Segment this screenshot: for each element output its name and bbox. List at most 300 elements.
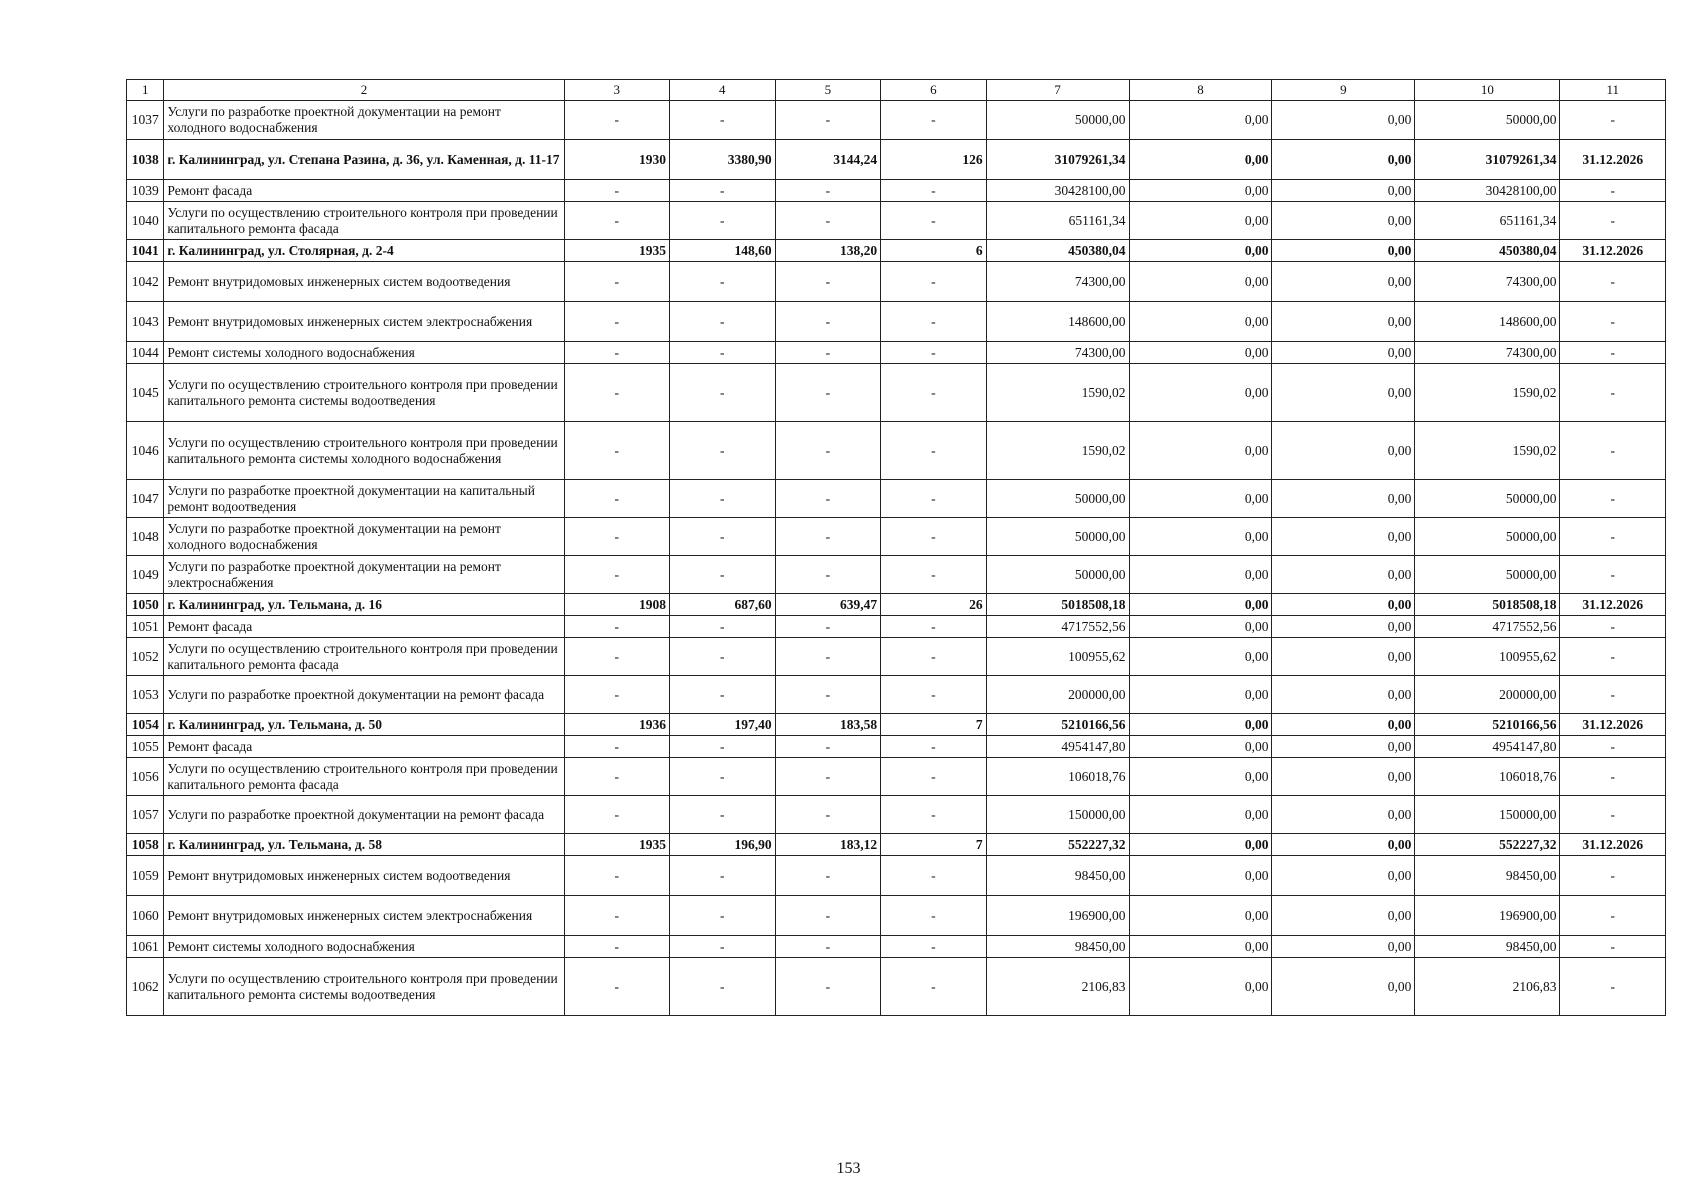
- total-area-cell: -: [670, 896, 776, 936]
- fund-cost-cell: 0,00: [1129, 518, 1272, 556]
- col-header-7: 7: [986, 80, 1129, 101]
- total-area-cell: -: [670, 180, 776, 202]
- work-name-cell: Услуги по осуществлению строительного контроля при проведении капитального ремонта фасада: [164, 758, 564, 796]
- living-area-cell: -: [775, 556, 881, 594]
- work-name-cell: Ремонт фасада: [164, 736, 564, 758]
- living-area-cell: -: [775, 958, 881, 1016]
- residents-cell: -: [881, 638, 987, 676]
- row-number-cell: 1045: [127, 364, 164, 422]
- budget-cost-cell: 0,00: [1272, 480, 1415, 518]
- living-area-cell: -: [775, 302, 881, 342]
- page-number: 153: [836, 1160, 861, 1177]
- build-year-cell: -: [564, 262, 670, 302]
- total-area-cell: -: [670, 480, 776, 518]
- col-header-2: 2: [164, 80, 564, 101]
- total-area-cell: -: [670, 758, 776, 796]
- total-area-cell: 687,60: [670, 594, 776, 616]
- total-area-cell: 197,40: [670, 714, 776, 736]
- total-cost-cell: 50000,00: [986, 556, 1129, 594]
- total-area-cell: -: [670, 638, 776, 676]
- budget-cost-cell: 0,00: [1272, 736, 1415, 758]
- living-area-cell: -: [775, 638, 881, 676]
- row-number-cell: 1056: [127, 758, 164, 796]
- living-area-cell: 3144,24: [775, 140, 881, 180]
- work-name-cell: Услуги по осуществлению строительного контроля при проведении капитального ремонта системы водоотведения: [164, 364, 564, 422]
- owners-cost-cell: 5018508,18: [1415, 594, 1560, 616]
- deadline-cell: -: [1560, 936, 1666, 958]
- table-row: [127, 480, 1666, 518]
- table-row: [127, 758, 1666, 796]
- residents-cell: -: [881, 856, 987, 896]
- build-year-cell: -: [564, 936, 670, 958]
- owners-cost-cell: 552227,32: [1415, 834, 1560, 856]
- build-year-cell: -: [564, 676, 670, 714]
- living-area-cell: -: [775, 736, 881, 758]
- total-cost-cell: 5210166,56: [986, 714, 1129, 736]
- owners-cost-cell: 30428100,00: [1415, 180, 1560, 202]
- row-number-cell: 1046: [127, 422, 164, 480]
- row-number-cell: 1037: [127, 101, 164, 140]
- budget-cost-cell: 0,00: [1272, 422, 1415, 480]
- deadline-cell: -: [1560, 342, 1666, 364]
- table-row: [127, 736, 1666, 758]
- fund-cost-cell: 0,00: [1129, 202, 1272, 240]
- owners-cost-cell: 148600,00: [1415, 302, 1560, 342]
- residents-cell: -: [881, 796, 987, 834]
- work-name-cell: Услуги по осуществлению строительного контроля при проведении капитального ремонта фасада: [164, 202, 564, 240]
- living-area-cell: 639,47: [775, 594, 881, 616]
- deadline-cell: -: [1560, 518, 1666, 556]
- table-row: [127, 364, 1666, 422]
- deadline-cell: -: [1560, 101, 1666, 140]
- owners-cost-cell: 150000,00: [1415, 796, 1560, 834]
- build-year-cell: -: [564, 736, 670, 758]
- total-cost-cell: 4954147,80: [986, 736, 1129, 758]
- owners-cost-cell: 50000,00: [1415, 518, 1560, 556]
- owners-cost-cell: 98450,00: [1415, 936, 1560, 958]
- work-name-cell: г. Калининград, ул. Столярная, д. 2-4: [164, 240, 564, 262]
- total-cost-cell: 4717552,56: [986, 616, 1129, 638]
- fund-cost-cell: 0,00: [1129, 714, 1272, 736]
- budget-cost-cell: 0,00: [1272, 896, 1415, 936]
- work-name-cell: Ремонт системы холодного водоснабжения: [164, 342, 564, 364]
- work-name-cell: Ремонт системы холодного водоснабжения: [164, 936, 564, 958]
- row-number-cell: 1038: [127, 140, 164, 180]
- residents-cell: -: [881, 896, 987, 936]
- owners-cost-cell: 1590,02: [1415, 422, 1560, 480]
- owners-cost-cell: 651161,34: [1415, 202, 1560, 240]
- work-name-cell: Ремонт фасада: [164, 616, 564, 638]
- living-area-cell: -: [775, 480, 881, 518]
- total-cost-cell: 651161,34: [986, 202, 1129, 240]
- residents-cell: 6: [881, 240, 987, 262]
- owners-cost-cell: 196900,00: [1415, 896, 1560, 936]
- col-header-10: 10: [1415, 80, 1560, 101]
- table-row: [127, 834, 1666, 856]
- residents-cell: -: [881, 518, 987, 556]
- owners-cost-cell: 5210166,56: [1415, 714, 1560, 736]
- total-area-cell: -: [670, 262, 776, 302]
- fund-cost-cell: 0,00: [1129, 262, 1272, 302]
- build-year-cell: -: [564, 518, 670, 556]
- table-row: [127, 714, 1666, 736]
- col-header-3: 3: [564, 80, 670, 101]
- total-area-cell: -: [670, 101, 776, 140]
- build-year-cell: -: [564, 480, 670, 518]
- column-number-row: [127, 80, 1666, 101]
- budget-cost-cell: 0,00: [1272, 796, 1415, 834]
- work-name-cell: Ремонт внутридомовых инженерных систем электроснабжения: [164, 896, 564, 936]
- fund-cost-cell: 0,00: [1129, 638, 1272, 676]
- total-cost-cell: 5018508,18: [986, 594, 1129, 616]
- build-year-cell: -: [564, 856, 670, 896]
- fund-cost-cell: 0,00: [1129, 736, 1272, 758]
- total-cost-cell: 30428100,00: [986, 180, 1129, 202]
- table-row: [127, 180, 1666, 202]
- owners-cost-cell: 4717552,56: [1415, 616, 1560, 638]
- deadline-cell: 31.12.2026: [1560, 714, 1666, 736]
- residents-cell: -: [881, 101, 987, 140]
- work-name-cell: Ремонт внутридомовых инженерных систем электроснабжения: [164, 302, 564, 342]
- table-row: [127, 594, 1666, 616]
- total-area-cell: -: [670, 616, 776, 638]
- residents-cell: 7: [881, 834, 987, 856]
- total-area-cell: -: [670, 736, 776, 758]
- total-cost-cell: 74300,00: [986, 262, 1129, 302]
- row-number-cell: 1051: [127, 616, 164, 638]
- deadline-cell: 31.12.2026: [1560, 834, 1666, 856]
- works-table: [126, 79, 1666, 1016]
- total-area-cell: -: [670, 676, 776, 714]
- fund-cost-cell: 0,00: [1129, 676, 1272, 714]
- living-area-cell: -: [775, 856, 881, 896]
- build-year-cell: -: [564, 616, 670, 638]
- residents-cell: 26: [881, 594, 987, 616]
- total-cost-cell: 150000,00: [986, 796, 1129, 834]
- deadline-cell: 31.12.2026: [1560, 594, 1666, 616]
- living-area-cell: -: [775, 342, 881, 364]
- total-area-cell: -: [670, 422, 776, 480]
- table-row: [127, 422, 1666, 480]
- total-cost-cell: 450380,04: [986, 240, 1129, 262]
- build-year-cell: -: [564, 638, 670, 676]
- work-name-cell: г. Калининград, ул. Степана Разина, д. 36, ул. Каменная, д. 11-17: [164, 140, 564, 180]
- living-area-cell: 183,12: [775, 834, 881, 856]
- residents-cell: -: [881, 676, 987, 714]
- build-year-cell: 1930: [564, 140, 670, 180]
- deadline-cell: -: [1560, 758, 1666, 796]
- build-year-cell: -: [564, 302, 670, 342]
- owners-cost-cell: 200000,00: [1415, 676, 1560, 714]
- deadline-cell: -: [1560, 202, 1666, 240]
- budget-cost-cell: 0,00: [1272, 262, 1415, 302]
- residents-cell: -: [881, 364, 987, 422]
- fund-cost-cell: 0,00: [1129, 958, 1272, 1016]
- table-row: [127, 202, 1666, 240]
- budget-cost-cell: 0,00: [1272, 714, 1415, 736]
- work-name-cell: г. Калининград, ул. Тельмана, д. 50: [164, 714, 564, 736]
- total-area-cell: -: [670, 202, 776, 240]
- table-row: [127, 936, 1666, 958]
- deadline-cell: -: [1560, 616, 1666, 638]
- fund-cost-cell: 0,00: [1129, 856, 1272, 896]
- total-cost-cell: 200000,00: [986, 676, 1129, 714]
- build-year-cell: -: [564, 101, 670, 140]
- row-number-cell: 1043: [127, 302, 164, 342]
- work-name-cell: Услуги по осуществлению строительного контроля при проведении капитального ремонта системы холодного водоснабжения: [164, 422, 564, 480]
- table-row: [127, 101, 1666, 140]
- residents-cell: -: [881, 480, 987, 518]
- table-row: [127, 518, 1666, 556]
- residents-cell: -: [881, 616, 987, 638]
- budget-cost-cell: 0,00: [1272, 364, 1415, 422]
- fund-cost-cell: 0,00: [1129, 556, 1272, 594]
- col-header-4: 4: [670, 80, 776, 101]
- work-name-cell: Услуги по разработке проектной документации на ремонт холодного водоснабжения: [164, 518, 564, 556]
- deadline-cell: -: [1560, 638, 1666, 676]
- living-area-cell: -: [775, 180, 881, 202]
- residents-cell: -: [881, 342, 987, 364]
- fund-cost-cell: 0,00: [1129, 364, 1272, 422]
- table-row: [127, 796, 1666, 834]
- budget-cost-cell: 0,00: [1272, 856, 1415, 896]
- fund-cost-cell: 0,00: [1129, 936, 1272, 958]
- table-body: [127, 101, 1666, 1016]
- row-number-cell: 1047: [127, 480, 164, 518]
- total-area-cell: -: [670, 302, 776, 342]
- deadline-cell: -: [1560, 364, 1666, 422]
- owners-cost-cell: 50000,00: [1415, 480, 1560, 518]
- work-name-cell: г. Калининград, ул. Тельмана, д. 58: [164, 834, 564, 856]
- fund-cost-cell: 0,00: [1129, 422, 1272, 480]
- build-year-cell: -: [564, 556, 670, 594]
- table-row: [127, 240, 1666, 262]
- owners-cost-cell: 4954147,80: [1415, 736, 1560, 758]
- total-cost-cell: 196900,00: [986, 896, 1129, 936]
- living-area-cell: -: [775, 101, 881, 140]
- table-row: [127, 302, 1666, 342]
- build-year-cell: -: [564, 958, 670, 1016]
- row-number-cell: 1060: [127, 896, 164, 936]
- owners-cost-cell: 100955,62: [1415, 638, 1560, 676]
- row-number-cell: 1053: [127, 676, 164, 714]
- row-number-cell: 1040: [127, 202, 164, 240]
- row-number-cell: 1052: [127, 638, 164, 676]
- fund-cost-cell: 0,00: [1129, 758, 1272, 796]
- work-name-cell: Ремонт внутридомовых инженерных систем водоотведения: [164, 856, 564, 896]
- row-number-cell: 1059: [127, 856, 164, 896]
- total-cost-cell: 106018,76: [986, 758, 1129, 796]
- deadline-cell: -: [1560, 556, 1666, 594]
- table-row: [127, 676, 1666, 714]
- work-name-cell: Услуги по разработке проектной документации на ремонт электроснабжения: [164, 556, 564, 594]
- owners-cost-cell: 106018,76: [1415, 758, 1560, 796]
- total-cost-cell: 50000,00: [986, 518, 1129, 556]
- fund-cost-cell: 0,00: [1129, 342, 1272, 364]
- row-number-cell: 1044: [127, 342, 164, 364]
- table-row: [127, 556, 1666, 594]
- row-number-cell: 1057: [127, 796, 164, 834]
- budget-cost-cell: 0,00: [1272, 342, 1415, 364]
- residents-cell: -: [881, 202, 987, 240]
- budget-cost-cell: 0,00: [1272, 616, 1415, 638]
- col-header-9: 9: [1272, 80, 1415, 101]
- deadline-cell: -: [1560, 896, 1666, 936]
- living-area-cell: -: [775, 518, 881, 556]
- living-area-cell: -: [775, 616, 881, 638]
- total-area-cell: -: [670, 936, 776, 958]
- build-year-cell: 1936: [564, 714, 670, 736]
- residents-cell: -: [881, 736, 987, 758]
- total-cost-cell: 74300,00: [986, 342, 1129, 364]
- fund-cost-cell: 0,00: [1129, 834, 1272, 856]
- row-number-cell: 1049: [127, 556, 164, 594]
- col-header-1: 1: [127, 80, 164, 101]
- deadline-cell: -: [1560, 302, 1666, 342]
- residents-cell: 7: [881, 714, 987, 736]
- budget-cost-cell: 0,00: [1272, 556, 1415, 594]
- col-header-6: 6: [881, 80, 987, 101]
- fund-cost-cell: 0,00: [1129, 480, 1272, 518]
- total-cost-cell: 100955,62: [986, 638, 1129, 676]
- total-cost-cell: 98450,00: [986, 936, 1129, 958]
- work-name-cell: Услуги по осуществлению строительного контроля при проведении капитального ремонта системы водоотведения: [164, 958, 564, 1016]
- col-header-11: 11: [1560, 80, 1666, 101]
- residents-cell: -: [881, 556, 987, 594]
- build-year-cell: 1935: [564, 834, 670, 856]
- build-year-cell: -: [564, 342, 670, 364]
- table-row: [127, 616, 1666, 638]
- row-number-cell: 1048: [127, 518, 164, 556]
- row-number-cell: 1041: [127, 240, 164, 262]
- work-name-cell: Услуги по разработке проектной документации на капитальный ремонт водоотведения: [164, 480, 564, 518]
- living-area-cell: -: [775, 936, 881, 958]
- owners-cost-cell: 74300,00: [1415, 342, 1560, 364]
- budget-cost-cell: 0,00: [1272, 638, 1415, 676]
- build-year-cell: -: [564, 796, 670, 834]
- living-area-cell: -: [775, 422, 881, 480]
- fund-cost-cell: 0,00: [1129, 180, 1272, 202]
- build-year-cell: -: [564, 180, 670, 202]
- residents-cell: -: [881, 180, 987, 202]
- build-year-cell: -: [564, 202, 670, 240]
- budget-cost-cell: 0,00: [1272, 936, 1415, 958]
- table-row: [127, 958, 1666, 1016]
- fund-cost-cell: 0,00: [1129, 796, 1272, 834]
- table-row: [127, 342, 1666, 364]
- budget-cost-cell: 0,00: [1272, 302, 1415, 342]
- work-name-cell: Услуги по осуществлению строительного контроля при проведении капитального ремонта фасада: [164, 638, 564, 676]
- fund-cost-cell: 0,00: [1129, 140, 1272, 180]
- fund-cost-cell: 0,00: [1129, 616, 1272, 638]
- total-cost-cell: 50000,00: [986, 101, 1129, 140]
- total-cost-cell: 98450,00: [986, 856, 1129, 896]
- living-area-cell: -: [775, 758, 881, 796]
- living-area-cell: -: [775, 796, 881, 834]
- living-area-cell: -: [775, 364, 881, 422]
- row-number-cell: 1042: [127, 262, 164, 302]
- total-area-cell: -: [670, 856, 776, 896]
- residents-cell: -: [881, 262, 987, 302]
- total-area-cell: -: [670, 958, 776, 1016]
- budget-cost-cell: 0,00: [1272, 202, 1415, 240]
- living-area-cell: -: [775, 202, 881, 240]
- work-name-cell: Услуги по разработке проектной документации на ремонт фасада: [164, 676, 564, 714]
- budget-cost-cell: 0,00: [1272, 758, 1415, 796]
- budget-cost-cell: 0,00: [1272, 101, 1415, 140]
- budget-cost-cell: 0,00: [1272, 594, 1415, 616]
- owners-cost-cell: 31079261,34: [1415, 140, 1560, 180]
- total-area-cell: -: [670, 364, 776, 422]
- residents-cell: -: [881, 936, 987, 958]
- total-cost-cell: 31079261,34: [986, 140, 1129, 180]
- budget-cost-cell: 0,00: [1272, 140, 1415, 180]
- work-name-cell: г. Калининград, ул. Тельмана, д. 16: [164, 594, 564, 616]
- budget-cost-cell: 0,00: [1272, 676, 1415, 714]
- deadline-cell: -: [1560, 856, 1666, 896]
- owners-cost-cell: 2106,83: [1415, 958, 1560, 1016]
- residents-cell: -: [881, 422, 987, 480]
- total-cost-cell: 2106,83: [986, 958, 1129, 1016]
- deadline-cell: -: [1560, 480, 1666, 518]
- owners-cost-cell: 50000,00: [1415, 556, 1560, 594]
- living-area-cell: -: [775, 262, 881, 302]
- deadline-cell: -: [1560, 736, 1666, 758]
- living-area-cell: -: [775, 676, 881, 714]
- build-year-cell: 1908: [564, 594, 670, 616]
- col-header-5: 5: [775, 80, 881, 101]
- work-name-cell: Услуги по разработке проектной документации на ремонт холодного водоснабжения: [164, 101, 564, 140]
- row-number-cell: 1055: [127, 736, 164, 758]
- total-cost-cell: 1590,02: [986, 364, 1129, 422]
- budget-cost-cell: 0,00: [1272, 240, 1415, 262]
- total-area-cell: -: [670, 556, 776, 594]
- total-cost-cell: 1590,02: [986, 422, 1129, 480]
- owners-cost-cell: 1590,02: [1415, 364, 1560, 422]
- build-year-cell: -: [564, 758, 670, 796]
- residents-cell: -: [881, 302, 987, 342]
- total-area-cell: -: [670, 796, 776, 834]
- table-row: [127, 638, 1666, 676]
- build-year-cell: -: [564, 896, 670, 936]
- row-number-cell: 1039: [127, 180, 164, 202]
- residents-cell: 126: [881, 140, 987, 180]
- fund-cost-cell: 0,00: [1129, 101, 1272, 140]
- row-number-cell: 1050: [127, 594, 164, 616]
- budget-cost-cell: 0,00: [1272, 180, 1415, 202]
- deadline-cell: -: [1560, 796, 1666, 834]
- living-area-cell: 138,20: [775, 240, 881, 262]
- deadline-cell: 31.12.2026: [1560, 240, 1666, 262]
- deadline-cell: -: [1560, 262, 1666, 302]
- col-header-8: 8: [1129, 80, 1272, 101]
- total-area-cell: -: [670, 518, 776, 556]
- living-area-cell: 183,58: [775, 714, 881, 736]
- deadline-cell: -: [1560, 180, 1666, 202]
- residents-cell: -: [881, 758, 987, 796]
- total-cost-cell: 50000,00: [986, 480, 1129, 518]
- fund-cost-cell: 0,00: [1129, 896, 1272, 936]
- row-number-cell: 1062: [127, 958, 164, 1016]
- work-name-cell: Услуги по разработке проектной документации на ремонт фасада: [164, 796, 564, 834]
- owners-cost-cell: 74300,00: [1415, 262, 1560, 302]
- deadline-cell: -: [1560, 676, 1666, 714]
- total-cost-cell: 148600,00: [986, 302, 1129, 342]
- total-area-cell: 3380,90: [670, 140, 776, 180]
- build-year-cell: -: [564, 364, 670, 422]
- table-row: [127, 262, 1666, 302]
- living-area-cell: -: [775, 896, 881, 936]
